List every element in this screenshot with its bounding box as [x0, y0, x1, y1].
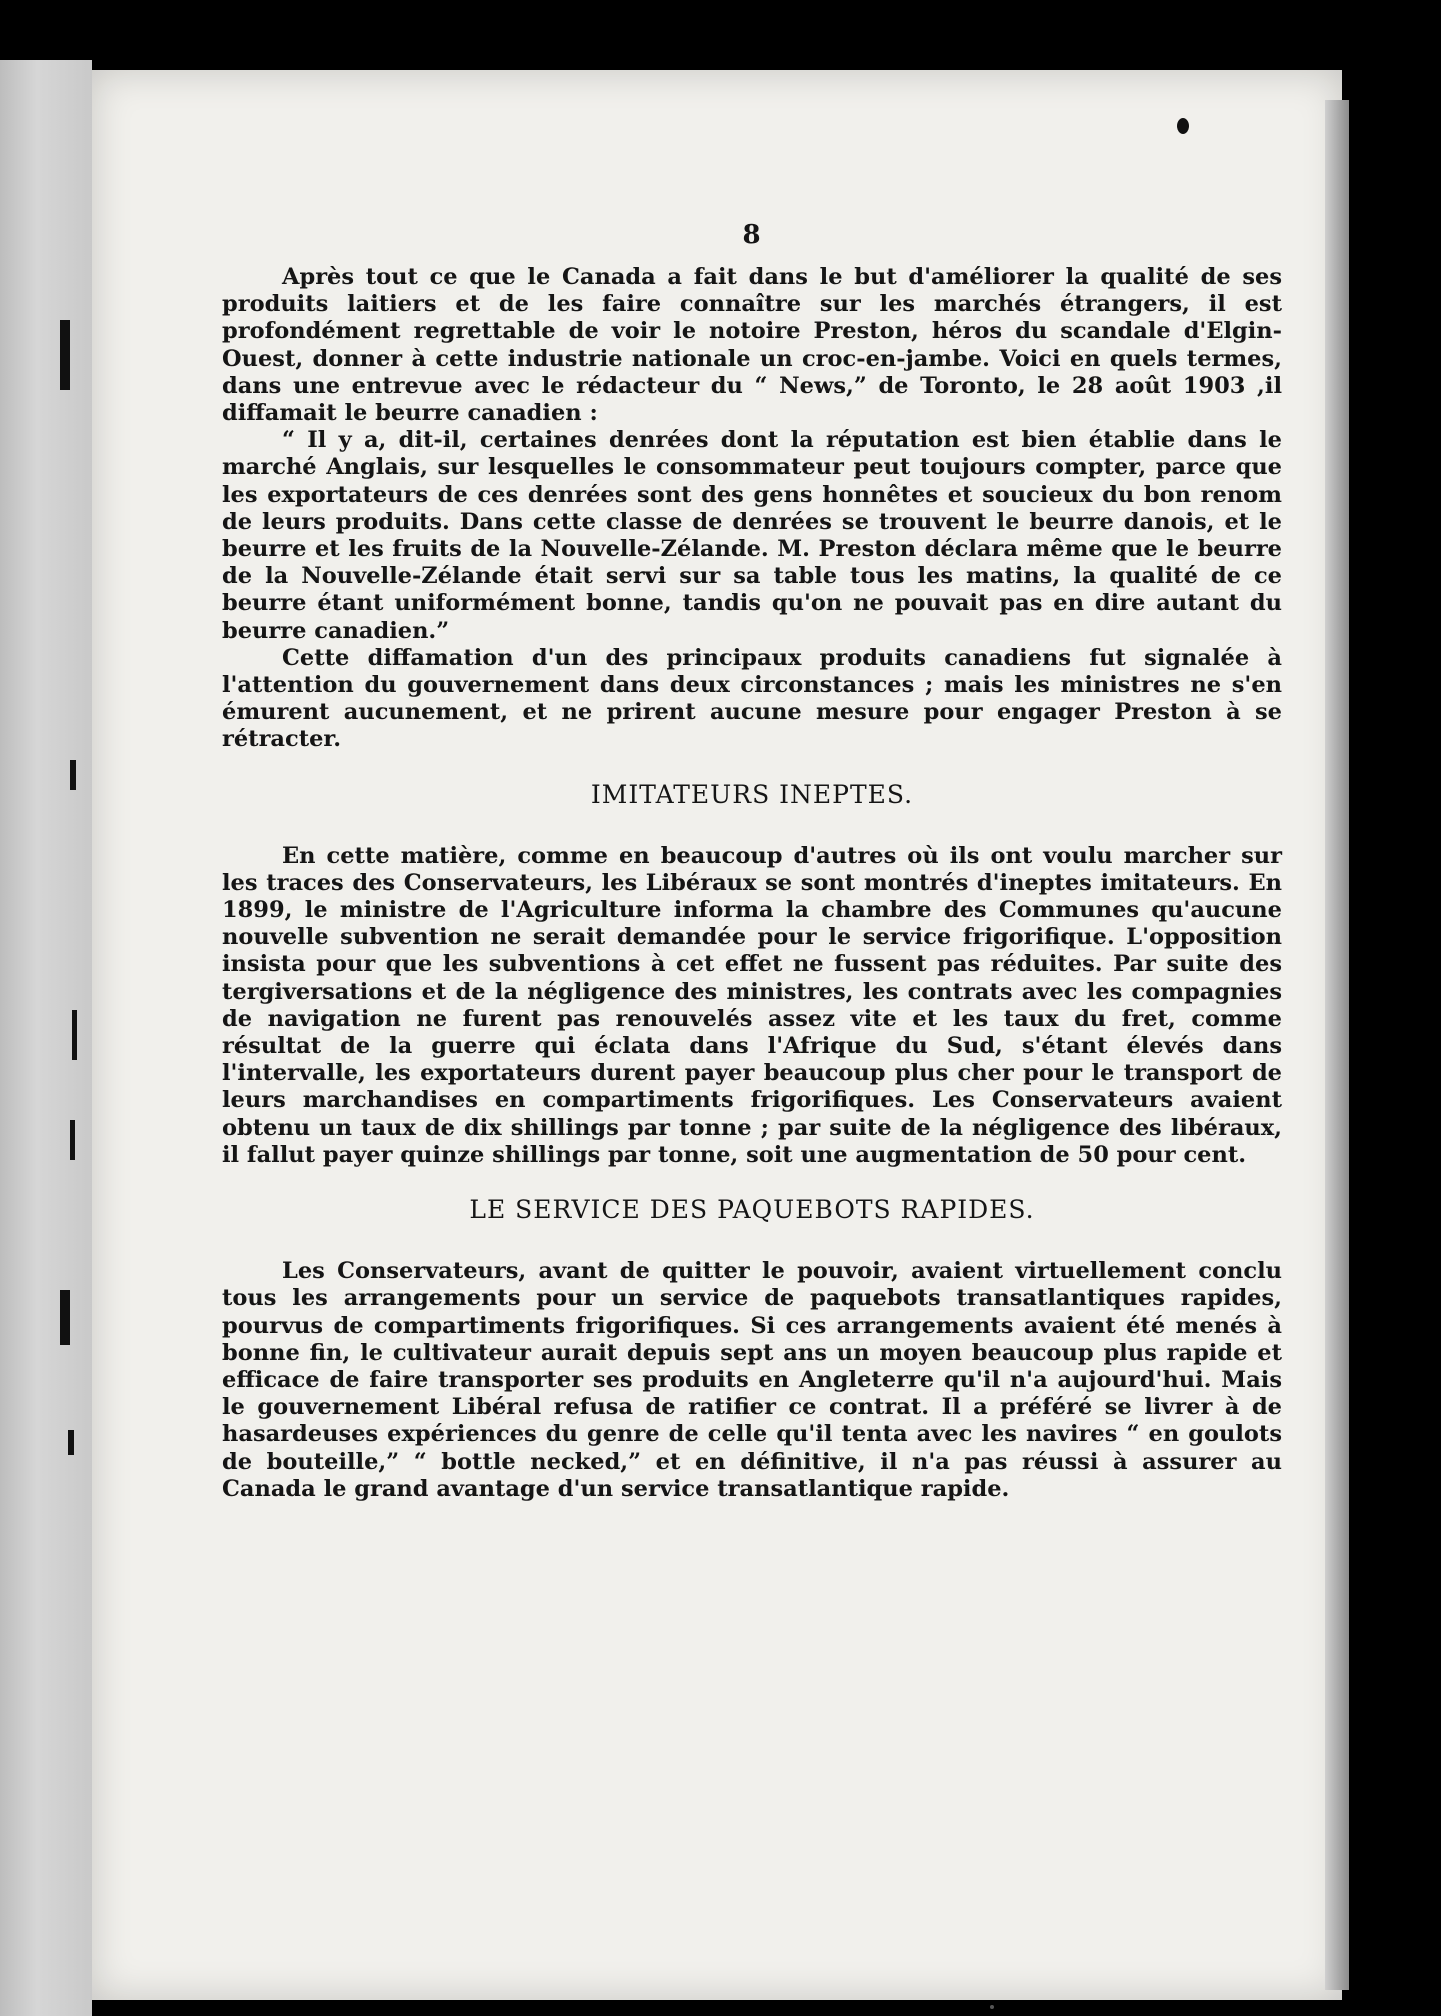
document-page	[92, 70, 1342, 2000]
page-content	[222, 220, 1282, 1503]
page-number: 8	[742, 220, 762, 250]
page-fold-shadow	[1325, 100, 1349, 1990]
ink-mark	[60, 1290, 70, 1345]
ink-mark	[60, 320, 70, 390]
paragraph: En cette matière, comme en beaucoup d'autres où ils ont voulu marcher sur les traces des Conservateurs, les Libéraux se sont montrés d'ineptes imitateurs. En 1899, le ministre de l'Agriculture informa la chambre des Communes qu'aucune nouvelle subvention ne serait demandée pour le service frigorifique. L'opposition insista pour que les subventions à cet effet ne fussent pas réduites. Par suite des tergiversations et de la négligence des ministres, les contrats avec les compagnies de navigation ne furent pas renouvelés assez vite et les taux du fret, comme résultat de la guerre qui éclata dans l'Afrique du Sud, s'étant élevés dans l'intervalle, les exportateurs durent payer beaucoup plus cher pour le transport de leurs marchandises en compartiments frigorifiques. Les Conservateurs avaient obtenu un taux de dix shillings par tonne ; par suite de la négligence des libéraux, il fallut payer quinze shillings par tonne, soit une augmentation de 50 pour cent.	[222, 842, 1282, 1168]
ink-mark	[68, 1430, 74, 1455]
adjacent-page-edge	[0, 60, 92, 2016]
section-heading: IMITATEURS INEPTES.	[590, 779, 914, 809]
ink-mark	[70, 1120, 75, 1160]
paragraph: “ Il y a, dit-il, certaines denrées dont la réputation est bien établie dans le marché Anglais, sur lesquelles le consommateur peut toujours compter, parce que les exportateurs de ces denrées sont des gens honnêtes et soucieux du bon renom de leurs produits. Dans cette classe de denrées se trouvent le beurre danois, et le beurre et les fruits de la Nouvelle-Zélande. M. Preston déclara même que le beurre de la Nouvelle-Zélande était servi sur sa table tous les matins, la qualité de ce beurre étant uniformément bonne, tandis qu'on ne pouvait pas en dire autant du beurre canadien.”	[222, 427, 1282, 644]
paragraph: Les Conservateurs, avant de quitter le pouvoir, avaient virtuellement conclu tous les arrangements pour un service de paquebots transatlantiques rapides, pourvus de compartiments frigorifiques. Si ces arrangements avaient été menés à bonne fin, le cultivateur aurait depuis sept ans un moyen beaucoup plus rapide et efficace de faire transporter ses produits en Angleterre qu'il n'a aujourd'hui. Mais le gouvernement Libéral refusa de ratifier ce contrat. Il a préféré se livrer à de hasardeuses expériences du genre de celle qu'il tenta avec les navires “ en goulots de bouteille,” “ bottle necked,” et en définitive, il n'a pas réussi à assurer au Canada le grand avantage d'un service transatlantique rapide.	[222, 1258, 1282, 1502]
ink-mark	[70, 760, 76, 790]
paragraph: Après tout ce que le Canada a fait dans le but d'améliorer la qualité de ses produits laitiers et de les faire connaître sur les marchés étrangers, il est profondément regrettable de voir le notoire Preston, héros du scandale d'Elgin-Ouest, donner à cette industrie nationale un croc-en-jambe. Voici en quels termes, dans une entrevue avec le rédacteur du “ News,” de Toronto, le 28 août 1903 ,il diffamait le beurre canadien :	[222, 264, 1282, 427]
ink-speck	[990, 2005, 994, 2009]
ink-speck	[1177, 118, 1189, 134]
paragraph: Cette diffamation d'un des principaux produits canadiens fut signalée à l'attention du gouvernement dans deux circonstances ; mais les ministres ne s'en émurent aucunement, et ne prirent aucune mesure pour engager Preston à se rétracter.	[222, 644, 1282, 753]
ink-mark	[72, 1010, 77, 1060]
section-heading: LE SERVICE DES PAQUEBOTS RAPIDES.	[469, 1195, 1035, 1225]
